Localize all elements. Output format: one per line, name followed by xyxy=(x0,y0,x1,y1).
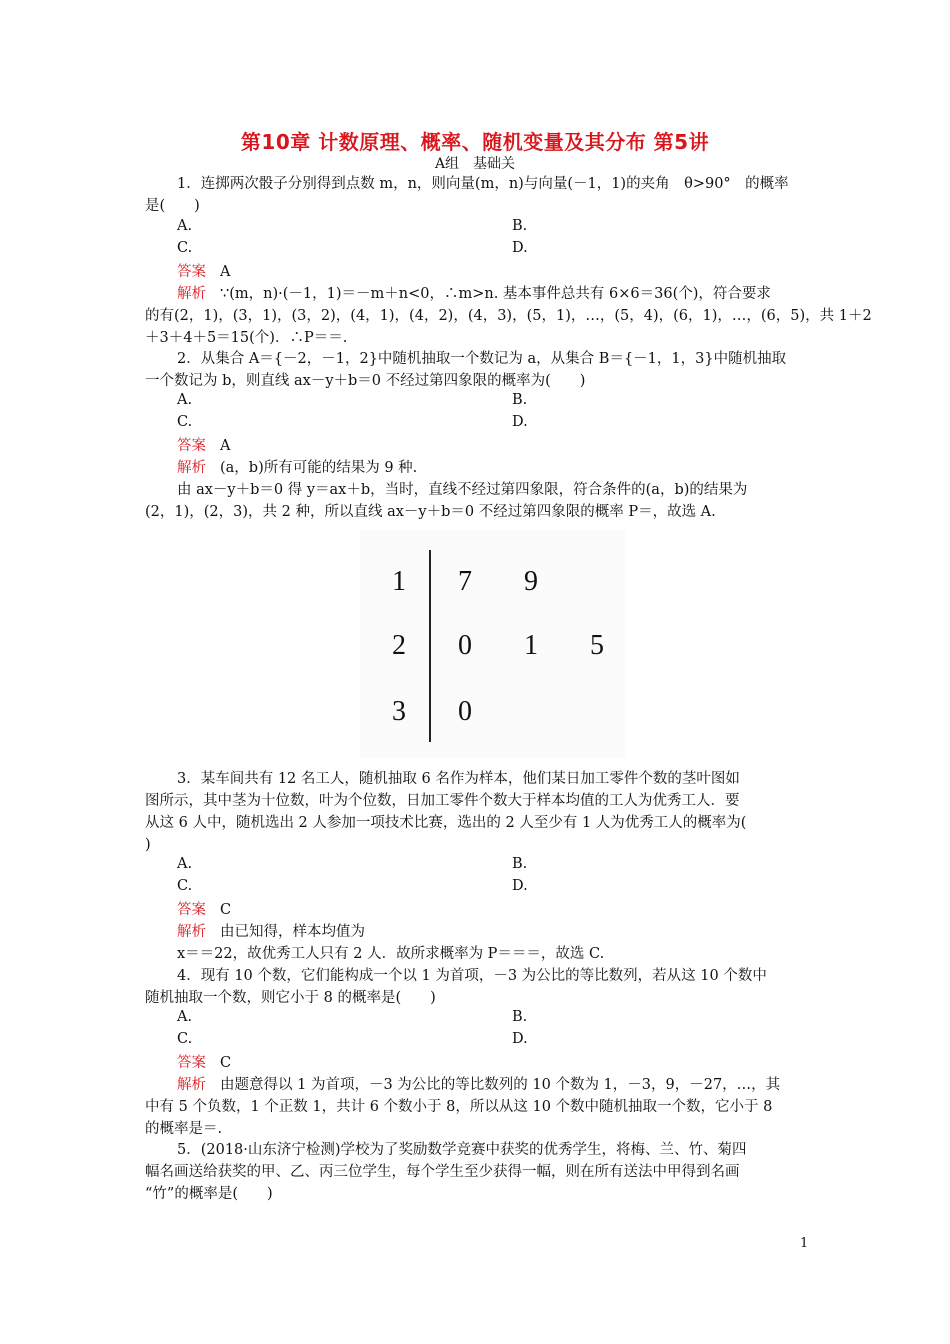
q1-option-d: D. xyxy=(512,240,528,256)
q3-answer xyxy=(177,899,842,921)
q5-stem-line1: 5．(2018·山东济宁检测)学校为了奖励数学竞赛中获奖的优秀学生，将梅、兰、竹、菊四 xyxy=(177,1142,747,1158)
q3-option-a: A. xyxy=(177,856,193,872)
answer-value: A xyxy=(220,438,231,454)
analysis-text: ∵(m，n)·(－1，1)＝－m＋n<0，∴m>n. 基本事件总共有 6×6＝36(个)，符合要求 xyxy=(220,286,771,302)
answer-label: 答案 xyxy=(177,438,206,454)
q2-option-d: D. xyxy=(512,414,528,430)
answer-label: 答案 xyxy=(177,1055,206,1071)
q3-analysis-line1 xyxy=(177,921,842,943)
q4-analysis-line3: 的概率是＝. xyxy=(145,1121,223,1137)
answer-label: 答案 xyxy=(177,902,206,918)
leaf-value: 0 xyxy=(458,696,472,727)
q1-analysis-line1 xyxy=(177,283,842,305)
q4-stem-line1: 4．现有 10 个数，它们能构成一个以 1 为首项，－3 为公比的等比数列，若从这 10 个数中 xyxy=(177,968,767,984)
q4-analysis-line1 xyxy=(177,1074,842,1096)
q3-stem-line2: 图所示，其中茎为十位数，叶为个位数，日加工零件个数大于样本均值的工人为优秀工人．要 xyxy=(145,793,740,809)
q3-option-c: C. xyxy=(177,878,193,894)
q5-stem-line3: “竹”的概率是( ) xyxy=(145,1186,273,1202)
q3-option-b: B. xyxy=(512,856,528,872)
section-subtitle: A组 基础关 xyxy=(434,156,516,172)
answer-value: A xyxy=(220,264,231,280)
analysis-text: 由题意得以 1 为首项，－3 为公比的等比数列的 10 个数为 1，－3，9，－27，…，其 xyxy=(220,1077,781,1093)
q3-stem-line3: 从这 6 人中，随机选出 2 人参加一项技术比赛，选出的 2 人至少有 1 人为优秀工人的概率为( xyxy=(145,815,747,831)
analysis-text: 由已知得，样本均值为 xyxy=(220,924,365,940)
analysis-label: 解析 xyxy=(177,460,206,476)
q1-option-b: B. xyxy=(512,218,528,234)
leaf-value: 5 xyxy=(590,630,604,661)
answer-value: C xyxy=(220,1055,232,1071)
q3-option-d: D. xyxy=(512,878,528,894)
q3-stem-line4: ) xyxy=(145,837,151,853)
q2-analysis-line3: (2，1)，(2，3)，共 2 种，所以直线 ax－y＋b＝0 不经过第四象限的概率 P＝，故选 A. xyxy=(145,504,716,520)
q2-option-a: A. xyxy=(177,392,193,408)
q4-option-a: A. xyxy=(177,1009,193,1025)
analysis-text: (a，b)所有可能的结果为 9 种. xyxy=(220,460,418,476)
q2-analysis-line2: 由 ax－y＋b＝0 得 y＝ax＋b，当时，直线不经过第四象限，符合条件的(a，b)的结果为 xyxy=(177,482,748,498)
stem-value: 3 xyxy=(392,696,406,727)
q5-stem-line2: 幅名画送给获奖的甲、乙、丙三位学生，每个学生至少获得一幅，则在所有送法中甲得到名画 xyxy=(145,1164,740,1180)
q2-stem-line2: 一个数记为 b，则直线 ax－y＋b＝0 不经过第四象限的概率为( ) xyxy=(145,373,586,389)
q1-analysis-line3: ＋3＋4＋5＝15(个)．∴P＝＝. xyxy=(145,330,348,346)
stem-divider xyxy=(429,550,431,742)
q1-option-a: A. xyxy=(177,218,193,234)
q3-stem-line1: 3．某车间共有 12 名工人，随机抽取 6 名作为样本，他们某日加工零件个数的茎叶图如 xyxy=(177,771,740,787)
q4-answer xyxy=(177,1052,842,1074)
q3-analysis-line2: x＝＝22，故优秀工人只有 2 人．故所求概率为 P＝＝＝，故选 C. xyxy=(177,946,605,962)
page-number: 1 xyxy=(800,1236,809,1251)
analysis-label: 解析 xyxy=(177,1077,206,1093)
q1-stem-line2: 是( ) xyxy=(145,198,200,214)
stem-value: 1 xyxy=(392,566,406,597)
leaf-value: 1 xyxy=(524,630,538,661)
answer-label: 答案 xyxy=(177,264,206,280)
leaf-value: 7 xyxy=(458,566,472,597)
q2-analysis-line1 xyxy=(177,457,842,479)
stem-leaf-plot xyxy=(360,530,626,758)
analysis-label: 解析 xyxy=(177,924,206,940)
q4-option-b: B. xyxy=(512,1009,528,1025)
stem-value: 2 xyxy=(392,630,406,661)
q4-stem-line2: 随机抽取一个数，则它小于 8 的概率是( ) xyxy=(145,990,436,1006)
analysis-label: 解析 xyxy=(177,286,206,302)
q4-option-c: C. xyxy=(177,1031,193,1047)
q2-option-c: C. xyxy=(177,414,193,430)
q2-option-b: B. xyxy=(512,392,528,408)
q2-answer xyxy=(177,435,842,457)
q4-option-d: D. xyxy=(512,1031,528,1047)
leaf-value: 9 xyxy=(524,566,538,597)
page-title: 第10章 计数原理、概率、随机变量及其分布 第5讲 xyxy=(240,130,710,154)
q4-analysis-line2: 中有 5 个负数，1 个正数 1，共计 6 个数小于 8，所以从这 10 个数中随机抽取一个数，它小于 8 xyxy=(145,1099,773,1115)
q1-option-c: C. xyxy=(177,240,193,256)
q1-stem-line1: 1．连掷两次骰子分别得到点数 m，n，则向量(m，n)与向量(－1，1)的夹角 θ>90° 的概率 xyxy=(177,176,789,192)
q1-analysis-line2: 的有(2，1)，(3，1)，(3，2)，(4，1)，(4，2)，(4，3)，(5，1)，…，(5，4)，(6，1)，…，(6，5)，共 1＋2 xyxy=(145,308,872,324)
leaf-value: 0 xyxy=(458,630,472,661)
answer-value: C xyxy=(220,902,232,918)
q1-answer xyxy=(177,261,842,283)
q2-stem-line1: 2．从集合 A＝{－2，－1，2}中随机抽取一个数记为 a，从集合 B＝{－1，1，3}中随机抽取 xyxy=(177,351,787,367)
